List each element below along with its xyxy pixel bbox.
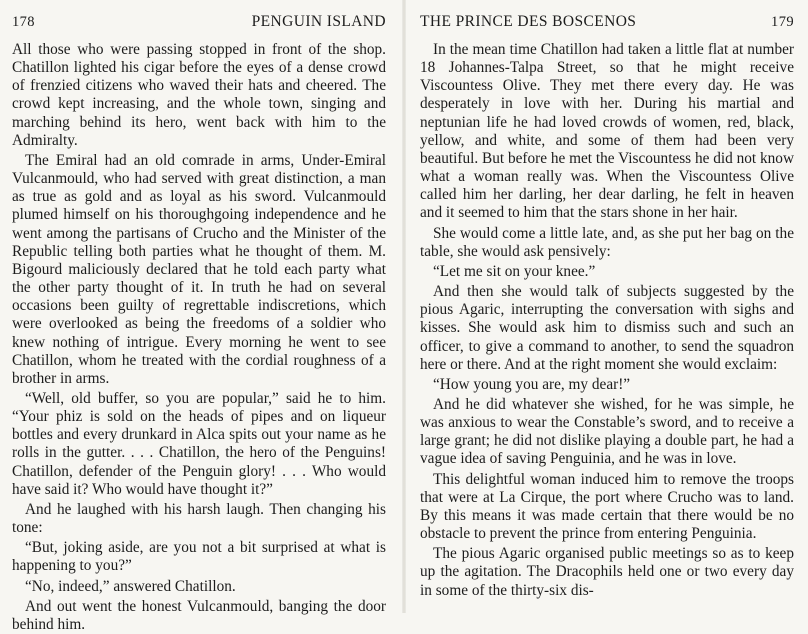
left-page-number: 178 bbox=[12, 14, 35, 30]
left-paragraph-4: And he laughed with his harsh laugh. Then changing his tone: bbox=[12, 500, 386, 537]
right-body-text bbox=[420, 41, 794, 600]
left-paragraph-3: “Well, old buffer, so you are popular,” said he to him. “Your phiz is sold on the heads of pipes and on liqueur bottles and every drunkard in Alca spits out your name as he rolls in the gutter. . . . Chatillon, the hero of the Penguins! Chatillon, defender of the Penguin glory! . . . Who would have said it? Who would have thought it?” bbox=[12, 389, 386, 498]
left-paragraph-6: “No, indeed,” answered Chatillon. bbox=[25, 577, 236, 595]
left-page bbox=[0, 0, 404, 633]
right-paragraph-7: This delightful woman induced him to remove the troops that were at La Cirque, the port where Crucho was to land. By this means it was made certain that there would be no obstacle to prevent the prince from entering Penguinia. bbox=[420, 470, 794, 543]
right-running-head bbox=[420, 10, 794, 34]
right-running-title: THE PRINCE DES BOSCENOS bbox=[420, 13, 637, 30]
right-paragraph-4: And then she would talk of subjects suggested by the pious Agaric, interrupting the conversation with sighs and kisses. She would ask him to dismiss such and such an officer, to give a command to another, to send the squadron here or there. And at the right moment she would exclaim: bbox=[420, 283, 794, 373]
right-page-number: 179 bbox=[771, 14, 794, 30]
right-paragraph-5: “How young you are, my dear!” bbox=[433, 375, 631, 393]
right-paragraph-1: In the mean time Chatillon had taken a little flat at number 18 Johannes-Talpa Street, so that he might receive Viscountess Olive. They met there every day. He was desperately in love with her. During his martial and neptunian life he had loved crowds of women, red, black, yellow, and white, and some of them had been very beautiful. But before he met the Viscountess he did not know what a woman really was. When the Viscountess Olive called him her darling, her dear darling, he felt in heaven and it seemed to him that the stars shone in her hair. bbox=[420, 41, 794, 222]
left-paragraph-7: And out went the honest Vulcanmould, banging the door behind him. bbox=[12, 597, 386, 633]
right-paragraph-3: “Let me sit on your knee.” bbox=[433, 262, 596, 280]
left-paragraph-2: The Emiral had an old comrade in arms, Under-Emiral Vulcanmould, who had served with great distinction, a man as true as gold and as loyal as his sword. Vulcanmould plumed himself on his thoroughgoing independence and he went among the partisans of Crucho and the Minister of the Republic telling both parties what he thought of them. M. Bigourd maliciously declared that he told each party what the other party thought of it. In truth he had on several occasions been guilty of regrettable indiscretions, which were overlooked as being the freedoms of a soldier who knew nothing of intrigue. Every morning he went to see Chatillon, whom he treated with the cordial roughness of a brother in arms. bbox=[12, 151, 386, 387]
left-paragraph-5: “But, joking aside, are you not a bit surprised at what is happening to you?” bbox=[12, 539, 386, 575]
left-body-text bbox=[12, 41, 386, 634]
right-paragraph-6: And he did whatever she wished, for he was simple, he was anxious to wear the Constable’s sword, and to receive a large grant; he did not dislike playing a double part, he had a vague idea of saving Penguinia, and he was in love. bbox=[420, 395, 794, 468]
left-running-head bbox=[12, 10, 386, 34]
left-running-title: PENGUIN ISLAND bbox=[251, 13, 386, 30]
right-paragraph-2: She would come a little late, and, as she put her bag on the table, she would ask pensively: bbox=[420, 224, 794, 260]
right-page bbox=[404, 0, 808, 613]
left-paragraph-1: All those who were passing stopped in front of the shop. Chatillon lighted his cigar before the eyes of a dense crowd of frenzied citizens who waved their hats and cheered. The crowd kept increasing, and the whole town, singing and marching behind its hero, went back with him to the Admiralty. bbox=[12, 41, 386, 149]
right-paragraph-8: The pious Agaric organised public meetings so as to keep up the agitation. The Dracophils held one or two every day in some of the thirty-six dis- bbox=[420, 545, 794, 599]
